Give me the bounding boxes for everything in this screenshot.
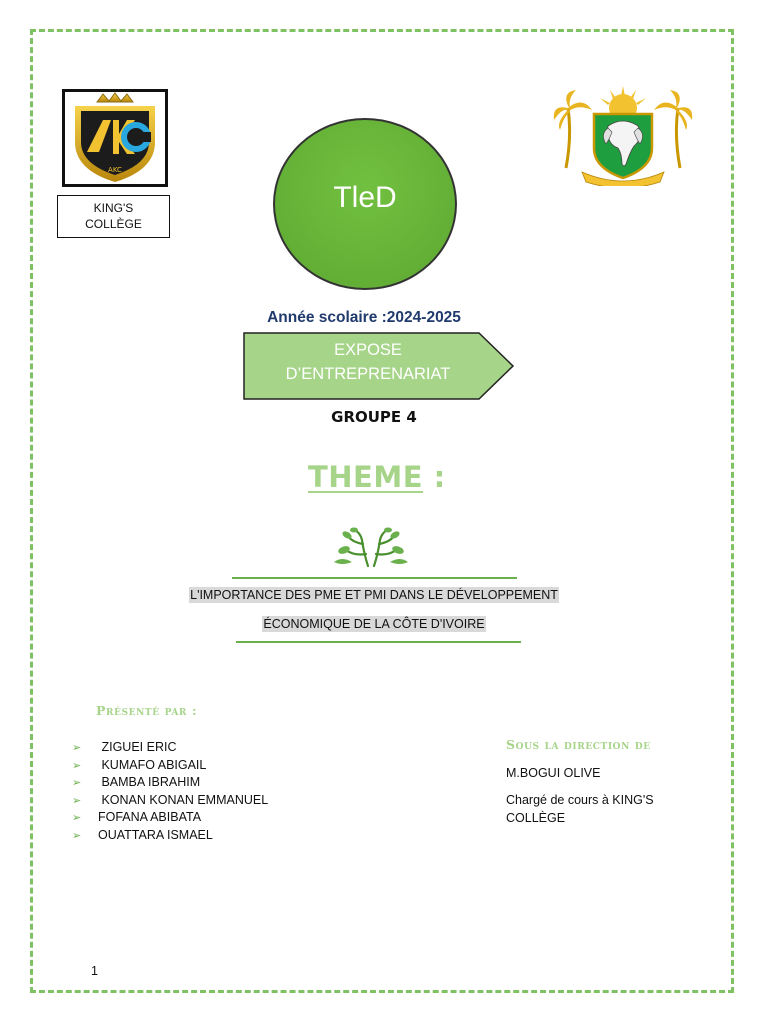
- member-name: ZIGUEI ERIC: [98, 740, 177, 754]
- logo-lettering: AKC: [108, 166, 122, 174]
- subtitle-line1: [0, 588, 748, 602]
- class-label: TleD: [333, 181, 397, 214]
- school-name-box: [57, 195, 170, 238]
- coat-of-arms-icon: [552, 86, 694, 186]
- banner-line2: D’ENTREPRENARIAT: [285, 365, 451, 383]
- arrow-bullet-icon: ➢: [72, 742, 82, 754]
- school-name-line2: COLLÈGE: [85, 217, 142, 231]
- supervisor-role: [506, 791, 654, 827]
- member-name: KUMAFO ABIGAIL: [98, 757, 207, 772]
- class-circle: [273, 118, 457, 290]
- list-item: [72, 774, 268, 792]
- subtitle-line2: [0, 617, 748, 631]
- arrow-bullet-icon: ➢: [72, 812, 82, 825]
- arrow-bullet-icon: ➢: [72, 777, 82, 790]
- list-item: [72, 809, 268, 827]
- theme-heading: [308, 460, 446, 494]
- school-logo: [62, 89, 168, 187]
- subtitle-line1-text: L'IMPORTANCE DES PME ET PMI DANS LE DÉVELOPPEMENT: [190, 588, 558, 602]
- theme-colon: :: [423, 460, 446, 494]
- banner-line1: EXPOSE: [334, 341, 402, 359]
- arrow-bullet-icon: ➢: [72, 794, 82, 807]
- list-item: [72, 827, 268, 845]
- subtitle-line2-text: ÉCONOMIQUE DE LA CÔTE D'IVOIRE: [263, 617, 485, 631]
- member-name: OUATTARA ISMAEL: [98, 827, 213, 842]
- member-name: BAMBA IBRAHIM: [98, 775, 201, 790]
- banner-title: [243, 338, 493, 386]
- presented-by-heading: Présenté par :: [96, 703, 198, 718]
- arrow-bullet-icon: ➢: [72, 829, 82, 842]
- arrow-bullet-icon: ➢: [72, 759, 82, 772]
- supervisor-role-line1: Chargé de cours à KING'S: [506, 793, 654, 807]
- leaf-ornament-icon: [332, 526, 410, 568]
- list-item: [72, 792, 268, 810]
- supervisor-name: M.BOGUI OLIVE: [506, 766, 601, 780]
- list-item: [72, 739, 268, 757]
- school-name-line1: KING'S: [93, 201, 134, 215]
- member-name: FOFANA ABIBATA: [98, 810, 202, 825]
- school-year: Année scolaire :2024-2025: [267, 309, 461, 326]
- group-label: GROUPE 4: [331, 408, 417, 426]
- supervisor-role-line2: COLLÈGE: [506, 811, 566, 825]
- member-name: KONAN KONAN EMMANUEL: [98, 792, 269, 807]
- direction-heading: Sous la direction de: [506, 737, 651, 752]
- list-item: [72, 757, 268, 775]
- theme-word: THEME: [308, 460, 424, 494]
- divider-bottom: [236, 641, 521, 643]
- divider-top: [232, 577, 517, 579]
- members-list: [72, 739, 268, 845]
- page-number: 1: [91, 964, 98, 978]
